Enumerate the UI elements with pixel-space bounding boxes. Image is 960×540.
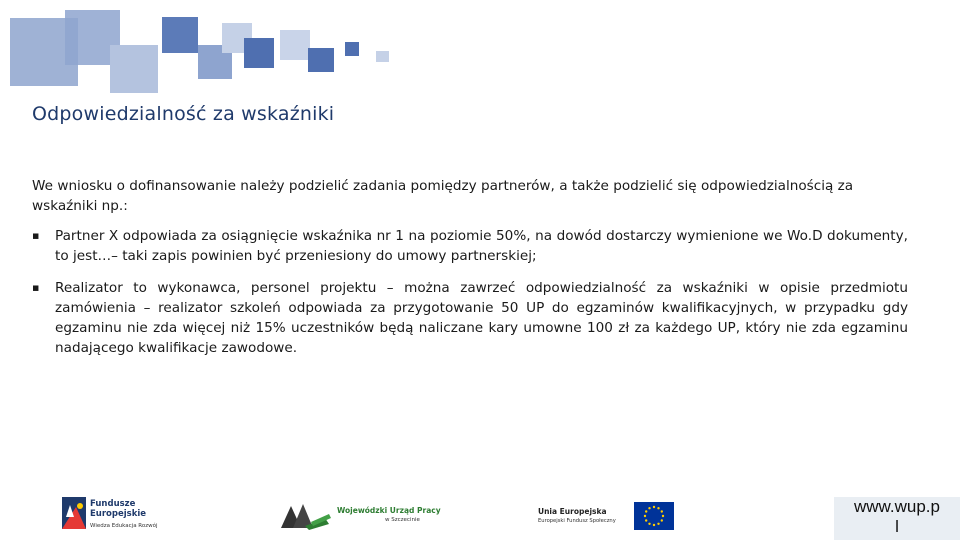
bullet-square-icon: ▪ xyxy=(32,229,40,242)
bullet-list xyxy=(32,226,908,358)
bullet-text: Partner X odpowiada za osiągnięcie wskaźnika nr 1 na poziomie 50%, na dowód dostarczy wymienione we Wo.D dokumenty, to jest…– taki zapis powinien być przeniesiony do umowy partnerskiej; xyxy=(55,228,908,264)
decor-square xyxy=(110,45,158,93)
fundusze-line2: Europejskie xyxy=(90,509,147,519)
slide-content xyxy=(32,176,908,370)
unia-europejska-logo xyxy=(538,500,678,532)
fundusze-text xyxy=(90,499,146,519)
decor-square xyxy=(376,51,389,62)
wup-emblem-icon xyxy=(281,500,331,530)
wup-name: Wojewódzki Urząd Pracy xyxy=(337,506,441,515)
ue-name: Unia Europejska xyxy=(538,507,607,516)
bullet-text: Realizator to wykonawca, personel projektu – można zawrzeć odpowiedzialność za wskaźniki w opisie przedmiotu zamówienia – realizator szkoleń odpowiada za przygotowanie 50 UP do egzaminów kwalifikacyjnych, w przypadku gdy egzaminu nie zda więcej niż 15% uczestników będą naliczane kary umowne 100 zł za każdego UP, który nie zda egzaminu nadającego kwalifikacje zawodowe. xyxy=(55,280,908,356)
ue-subtitle: Europejski Fundusz Społeczny xyxy=(538,518,616,524)
decor-square xyxy=(280,30,310,60)
website-line1: www.wup.p xyxy=(854,497,940,516)
decor-square xyxy=(308,48,334,72)
slide-title: Odpowiedzialność za wskaźniki xyxy=(32,103,335,125)
fundusze-europejskie-logo xyxy=(62,491,182,536)
website-line2: l xyxy=(895,517,899,536)
list-item xyxy=(32,278,908,358)
fundusze-line1: Fundusze xyxy=(90,499,136,509)
fundusze-star-icon xyxy=(62,497,86,529)
eu-flag-icon xyxy=(634,502,674,530)
decor-square xyxy=(244,38,274,68)
bullet-square-icon: ▪ xyxy=(32,281,40,294)
intro-paragraph: We wniosku o dofinansowanie należy podzielić zadania pomiędzy partnerów, a także podzielić się odpowiedzialnością za wskaźniki np.: xyxy=(32,178,854,214)
website-url[interactable] xyxy=(834,497,960,540)
list-item xyxy=(32,226,908,266)
decor-square xyxy=(345,42,359,56)
wup-logo xyxy=(281,500,441,532)
fundusze-subtitle: Wiedza Edukacja Rozwój xyxy=(90,523,158,529)
wup-subtitle: w Szczecinie xyxy=(385,517,420,523)
decor-square xyxy=(162,17,198,53)
